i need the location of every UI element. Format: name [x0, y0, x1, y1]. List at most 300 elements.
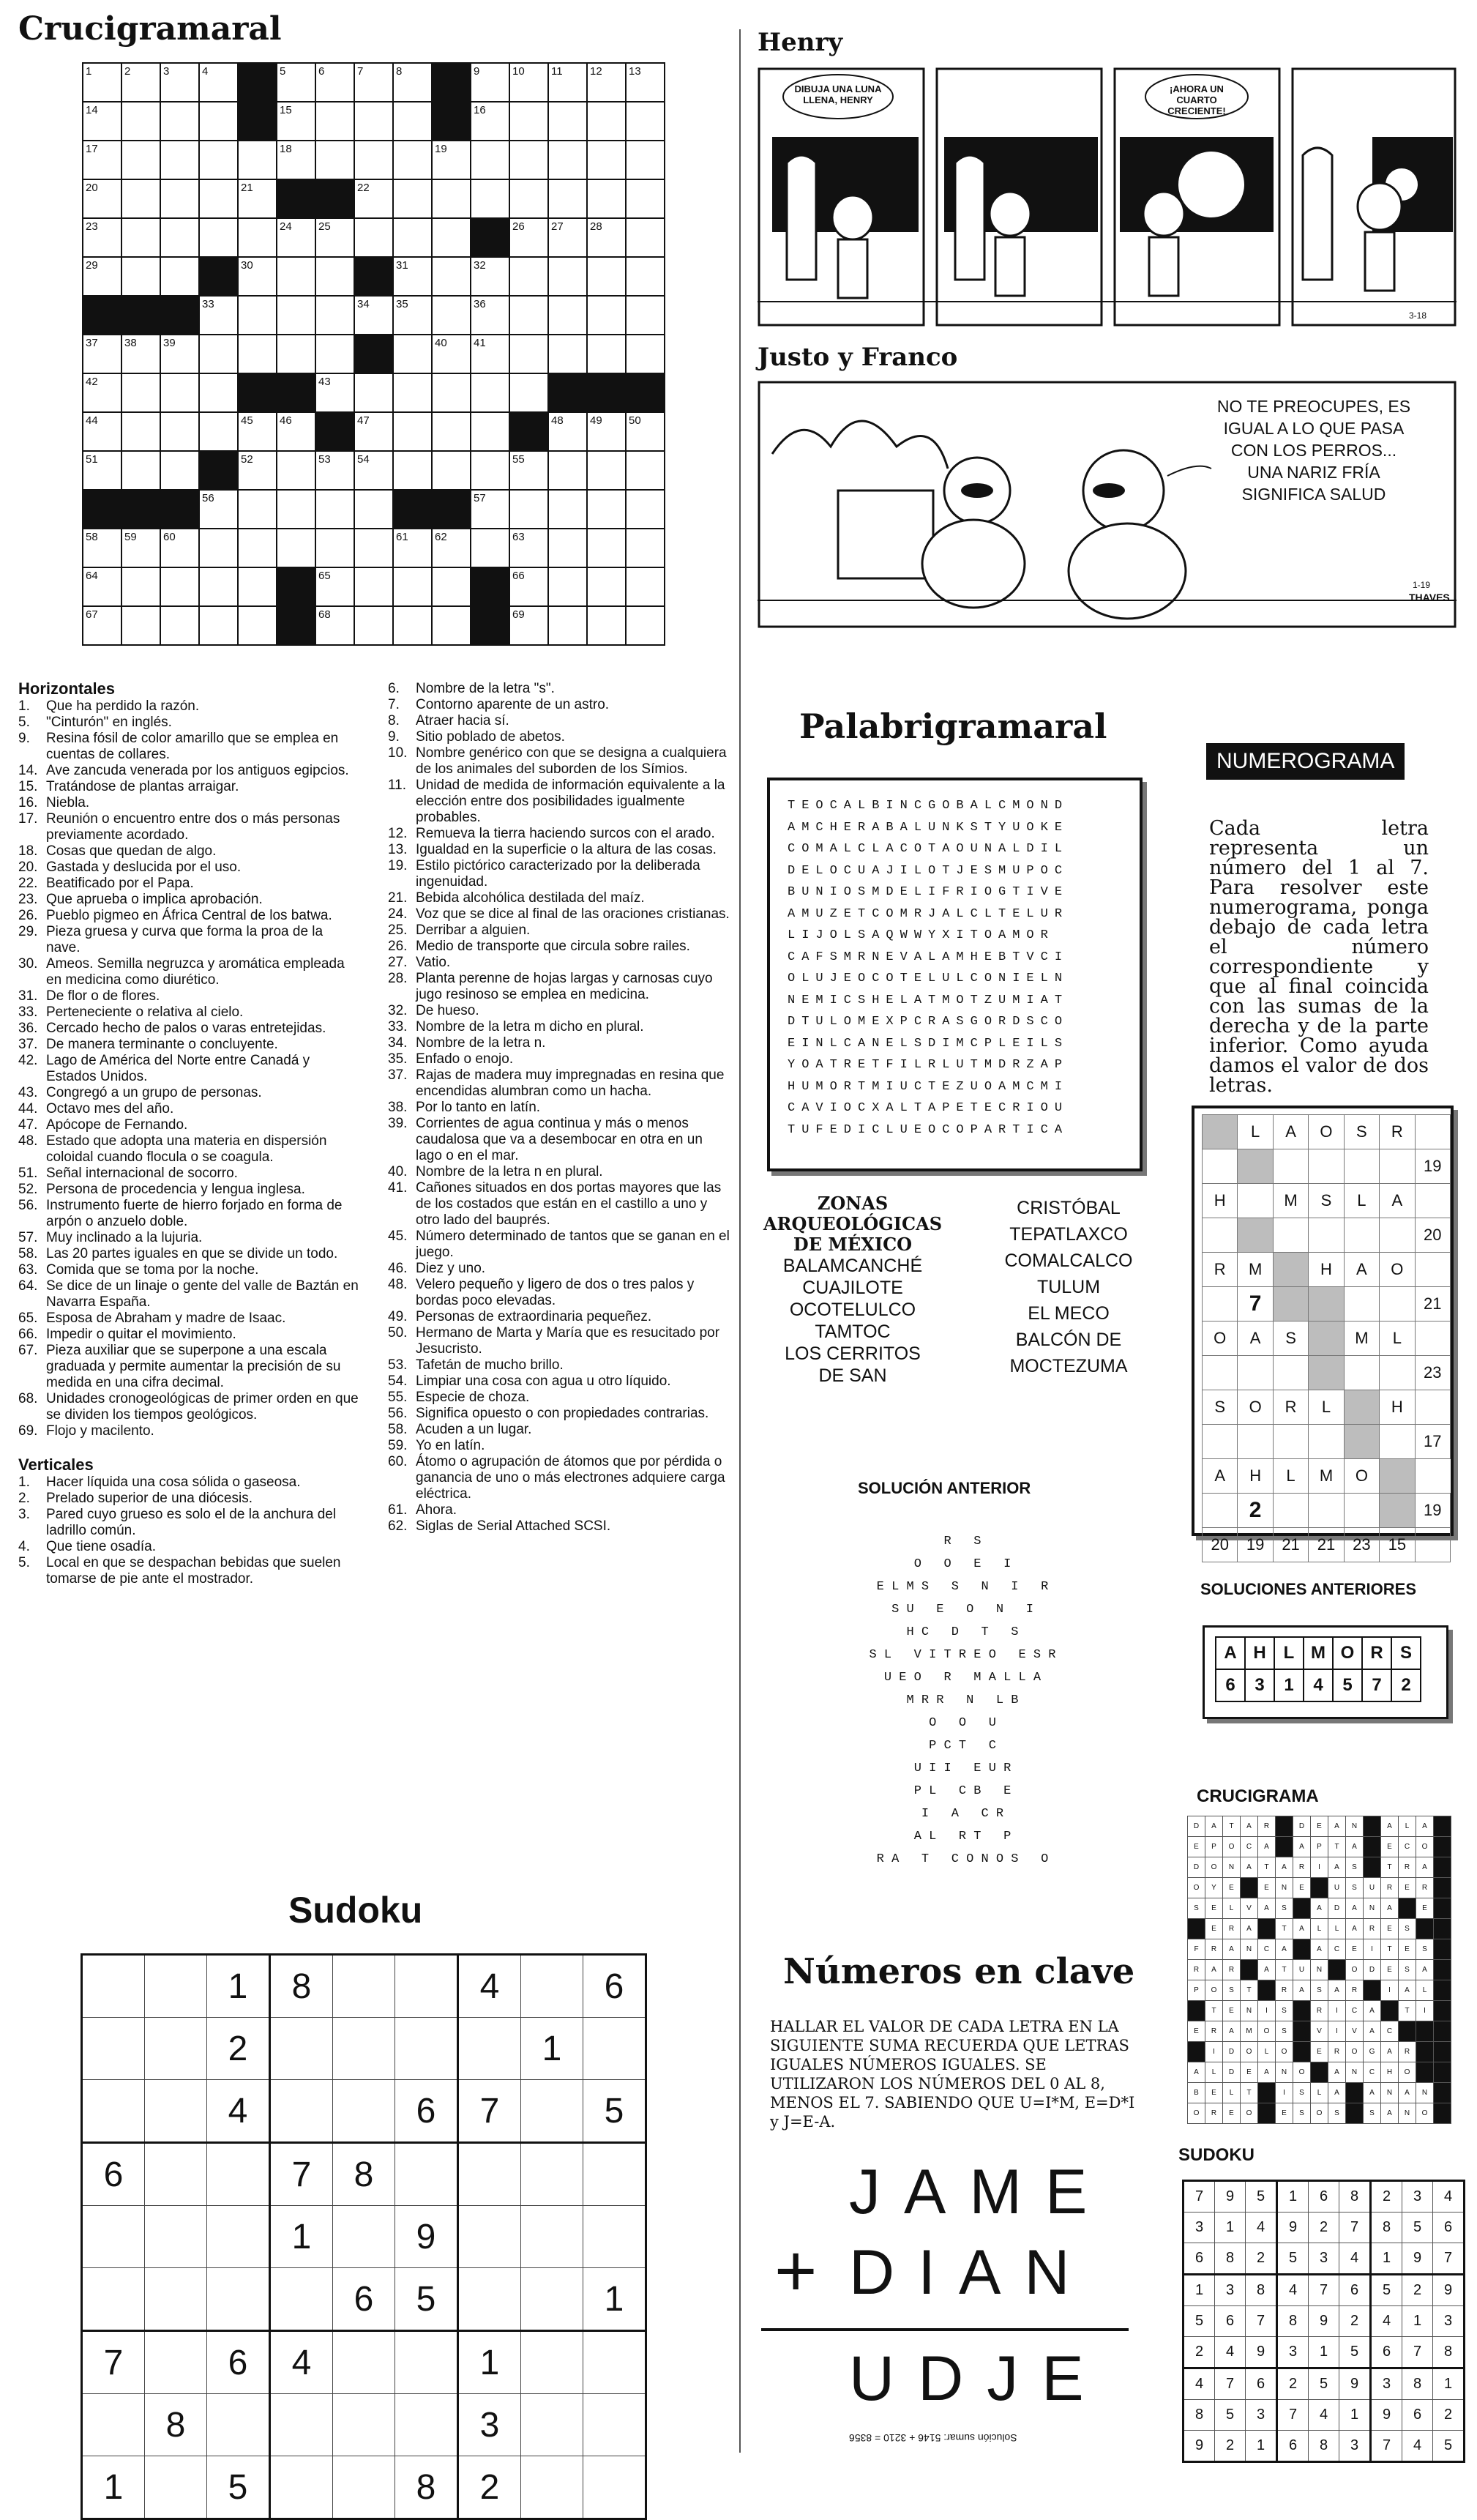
sudoku-cell: [333, 1955, 395, 2018]
sudoku-cell: [583, 2456, 646, 2519]
clue-text: Tratándose de plantas arraigar.: [46, 779, 239, 794]
crucigrama-solution-letter: A: [1334, 1863, 1339, 1871]
clue-text: Prelado superior de una diócesis.: [46, 1491, 253, 1506]
crucigrama-solution-cell: [1276, 1898, 1293, 1919]
crossword-cell-number: 21: [241, 182, 253, 194]
crucigrama-solution-letter: T: [1405, 2007, 1410, 2015]
sudoku-cell: [521, 1955, 583, 2018]
numerograma-cell: [1309, 1321, 1344, 1356]
sudoku-cell: [333, 2080, 395, 2143]
crucigrama-solution-cell: [1241, 1980, 1258, 2001]
crossword-cell-number: 17: [86, 143, 98, 155]
vertical-clues-list-a: [18, 1475, 359, 1587]
crossword-cell-number: 49: [590, 414, 602, 427]
crucigrama-solution-cell: [1276, 1837, 1293, 1857]
sudoku-cell: [521, 2394, 583, 2456]
sudoku-cell: [145, 2080, 207, 2143]
solution-line: P C T C: [929, 1739, 996, 1753]
word-search-row: BUNIOSMDELIFRIOGTIVE: [788, 885, 1069, 899]
crucigrama-solution-cell: [1276, 2042, 1293, 2062]
clue-number: 26.: [18, 908, 38, 923]
crucigrama-solution-letter: S: [1369, 2109, 1375, 2117]
crucigrama-solution-cell: [1188, 2062, 1205, 2083]
clue-number: 23.: [18, 892, 38, 907]
prev-solution-cell: L: [1274, 1637, 1304, 1669]
sudoku-cell: 4: [1402, 2431, 1433, 2462]
crucigrama-solution-cell: [1381, 1816, 1399, 1837]
sudoku-row: [1184, 2181, 1465, 2213]
plus-sign: +: [774, 2230, 818, 2312]
crucigrama-solution-cell: [1223, 1939, 1241, 1960]
clue-number: 48.: [388, 1277, 408, 1292]
crucigrama-solution-letter: L: [1229, 2089, 1234, 2097]
crucigrama-solution-cell: [1276, 2103, 1293, 2124]
sudoku-cell: 8: [1277, 2306, 1309, 2337]
sudoku-cell: 8: [1371, 2213, 1402, 2243]
crucigrama-solution-cell: [1364, 1980, 1381, 2001]
crucigrama-solution-cell: [1381, 2001, 1399, 2021]
crucigrama-solution-letter: E: [1194, 1843, 1199, 1851]
sudoku-cell: 5: [583, 2080, 646, 2143]
sudoku-cell: 7: [1433, 2243, 1465, 2275]
sudoku-cell: 3: [1215, 2275, 1246, 2306]
crossword-cell: [277, 335, 315, 373]
clue-text: Yo en latín.: [416, 1438, 485, 1453]
crossword-cell: [471, 141, 509, 179]
sudoku-cell: 4: [1246, 2213, 1277, 2243]
clue-item: [388, 1164, 732, 1180]
crossword-cell: [587, 296, 626, 335]
clue-number: 36.: [18, 1021, 38, 1036]
prev-solution-cell: A: [1216, 1637, 1245, 1669]
word-search-solution: [783, 1530, 1142, 1871]
crossword-cell: [277, 606, 315, 645]
clue-number: 46.: [388, 1261, 408, 1276]
clue-number: 41.: [388, 1180, 408, 1196]
clue-number: 55.: [388, 1390, 408, 1405]
clue-item: [388, 1035, 732, 1051]
crucigrama-solution-cell: [1241, 2021, 1258, 2042]
clue-text: Unidad de medida de información equivalente a la elección entre dos posibilidades igualmente probables.: [416, 778, 725, 825]
clue-text: Acuden a un lugar.: [416, 1422, 532, 1437]
crucigrama-solution-letter: T: [1387, 1945, 1392, 1953]
clue-text: Corrientes de agua continua y más o menos caudalosa que va a desembocar en otra en un lago o en el mar.: [416, 1116, 703, 1163]
clue-item: [388, 1116, 732, 1164]
crucigrama-solution-letter: E: [1352, 1945, 1357, 1953]
clue-text: De flor o de flores.: [46, 988, 160, 1004]
crucigrama-solution-letter: I: [1424, 2007, 1426, 2015]
crucigrama-solution-letter: A: [1264, 2068, 1269, 2076]
numerograma-cell: [1203, 1356, 1238, 1390]
word-list-right-items: [977, 1195, 1160, 1379]
word-list-item: LOS CERRITOS: [785, 1343, 921, 1364]
crucigrama-solution-cell: [1434, 1898, 1451, 1919]
numerograma-cell: [1238, 1149, 1273, 1184]
crossword-cell: [277, 257, 315, 296]
crucigrama-solution-row: [1188, 2103, 1451, 2124]
clue-text: Pieza gruesa y curva que forma la proa de la nave.: [46, 924, 324, 955]
crucigrama-solution-letter: T: [1211, 2007, 1216, 2015]
clue-item: [18, 924, 359, 956]
clue-number: 1.: [18, 698, 30, 714]
crucigrama-solution-letter: D: [1228, 2068, 1235, 2076]
crucigrama-solution-cell: [1364, 1857, 1381, 1878]
clue-number: 19.: [388, 858, 408, 873]
sudoku-cell: 4: [207, 2080, 270, 2143]
crossword-cell: [199, 335, 238, 373]
clue-text: Gastada y deslucida por el uso.: [46, 860, 242, 875]
crucigrama-solution-letter: T: [1282, 1966, 1287, 1974]
crossword-cell: [548, 567, 587, 606]
crucigrama-solution-cell: [1416, 2042, 1434, 2062]
crucigrama-solution-cell: [1434, 2042, 1451, 2062]
sudoku-cell: 1: [458, 2331, 521, 2394]
crossword-cell-number: 48: [551, 414, 564, 427]
word-list-item: MOCTEZUMA: [1009, 1356, 1128, 1376]
sudoku-cell: 9: [395, 2206, 458, 2268]
crucigrama-solution-cell: [1434, 2083, 1451, 2103]
sudoku-cell: 3: [1339, 2431, 1371, 2462]
crucigrama-solution-cell: [1293, 1980, 1311, 2001]
sudoku-cell: 8: [333, 2143, 395, 2206]
crossword-cell: [432, 335, 471, 373]
crucigrama-solution-cell: [1381, 1980, 1399, 2001]
numerograma-cell: [1415, 1115, 1450, 1149]
numerograma-cell: R: [1380, 1115, 1415, 1149]
crucigrama-solution-letter: R: [1228, 1966, 1235, 1974]
clue-number: 50.: [388, 1325, 408, 1341]
crossword-cell: [626, 102, 665, 141]
sudoku-cell: [583, 2331, 646, 2394]
numerograma-cell: [1344, 1218, 1379, 1253]
numerograma-cell: S: [1273, 1321, 1308, 1356]
clue-item: [18, 1507, 359, 1539]
clue-number: 13.: [388, 842, 408, 857]
crossword-row: [83, 567, 665, 606]
crossword-cell: [277, 412, 315, 451]
crucigrama-solution-row: [1188, 2042, 1451, 2062]
numerograma-cell: H: [1309, 1253, 1344, 1287]
crossword-cell: [432, 490, 471, 529]
numerograma-cell: H: [1380, 1390, 1415, 1425]
crucigrama-solution-letter: L: [1405, 1822, 1410, 1830]
sudoku-cell: 7: [458, 2080, 521, 2143]
sudoku-cell: 9: [1339, 2368, 1371, 2400]
word-list-item: BALCÓN DE: [1015, 1330, 1122, 1350]
crucigrama-solution-cell: [1311, 1837, 1328, 1857]
crucigrama-solution-cell: [1223, 1898, 1241, 1919]
sudoku-cell: 6: [1339, 2275, 1371, 2306]
crucigrama-solution-letter: O: [1211, 1986, 1217, 1994]
crucigrama-solution-letter: E: [1194, 2027, 1199, 2035]
clue-item: [18, 1133, 359, 1166]
crucigrama-solution-cell: [1364, 2083, 1381, 2103]
clue-item: [388, 778, 732, 826]
crossword-row: [83, 335, 665, 373]
crossword-cell-number: 29: [86, 259, 98, 272]
crossword-cell-number: 27: [551, 220, 564, 233]
clue-item: [388, 1277, 732, 1309]
crossword-row: [83, 141, 665, 179]
crucigrama-solution-letter: R: [1211, 1945, 1217, 1953]
word-list-item: CUAJILOTE: [802, 1278, 903, 1298]
crucigrama-solution-letter: S: [1194, 1904, 1199, 1912]
crossword-cell: [83, 179, 121, 218]
sudoku-cell: [145, 2331, 207, 2394]
crossword-cell-number: 40: [435, 337, 447, 349]
sudoku-cell: 1: [1433, 2368, 1465, 2400]
henry-title: Henry: [758, 28, 843, 57]
sudoku-cell: 8: [1309, 2431, 1339, 2462]
crossword-cell: [548, 218, 587, 257]
word-search-box: [767, 778, 1143, 1171]
crucigrama-solution-letter: A: [1282, 1863, 1287, 1871]
sudoku-cell: [395, 2394, 458, 2456]
numerograma-row: [1203, 1459, 1451, 1494]
numerograma-cell: [1238, 1218, 1273, 1253]
sudoku-cell: 9: [1371, 2400, 1402, 2431]
crossword-cell-number: 45: [241, 414, 253, 427]
crucigrama-solution-letter: A: [1422, 1863, 1427, 1871]
crucigrama-solution-cell: [1416, 1960, 1434, 1980]
crossword-cell: [393, 412, 432, 451]
crossword-cell: [393, 102, 432, 141]
crossword-cell: [199, 179, 238, 218]
crucigrama-solution-letter: P: [1211, 1843, 1216, 1851]
crossword-cell: [315, 412, 354, 451]
word-list-left: [761, 1193, 944, 1387]
sudoku-cell: 4: [1309, 2400, 1339, 2431]
crucigrama-solution-letter: O: [1351, 2048, 1358, 2056]
sum-rule: [761, 2328, 1129, 2331]
crucigrama-solution-letter: O: [1193, 2109, 1200, 2117]
clue-item: [388, 1373, 732, 1390]
sudoku-cell: [207, 2143, 270, 2206]
crossword-cell-number: 62: [435, 531, 447, 543]
crossword-cell-number: 30: [241, 259, 253, 272]
crucigrama-solution-cell: [1205, 2021, 1223, 2042]
crucigrama-solution-letter: T: [1282, 1925, 1287, 1933]
crucigrama-solution-cell: [1416, 2001, 1434, 2021]
crossword-cell-number: 61: [396, 531, 408, 543]
numerograma-cell: [1380, 1459, 1415, 1494]
clue-text: Beatificado por el Papa.: [46, 876, 194, 891]
crucigrama-solution-letter: A: [1299, 1986, 1304, 1994]
crossword-cell-number: 15: [280, 104, 292, 116]
crucigrama-solution-letter: R: [1369, 1925, 1375, 1933]
clue-number: 21.: [388, 890, 408, 906]
clue-text: Pieza auxiliar que se superpone a una escala graduada y permite aumentar la precisión de su medida en una cifra decimal.: [46, 1343, 341, 1390]
crucigrama-solution-cell: [1293, 1898, 1311, 1919]
crucigrama-solution-row: [1188, 2001, 1451, 2021]
crucigrama-solution-letter: D: [1369, 1966, 1375, 1974]
numerograma-row: [1203, 1494, 1451, 1528]
crucigrama-solution-cell: [1434, 2103, 1451, 2124]
crucigrama-solution-cell: [1205, 1919, 1223, 1939]
sudoku-cell: [82, 2018, 145, 2080]
clue-text: Cercado hecho de palos o varas entretejidas.: [46, 1021, 326, 1036]
numerograma-cell: [1415, 1253, 1450, 1287]
crossword-cell: [354, 606, 393, 645]
crossword-cell: [471, 412, 509, 451]
crossword-cell: [471, 257, 509, 296]
crossword-cell-number: 4: [202, 65, 209, 78]
crossword-cell: [83, 373, 121, 412]
crucigrama-solution-cell: [1258, 1816, 1276, 1837]
crossword-cell: [160, 218, 199, 257]
crossword-cell: [548, 102, 587, 141]
word-list-item: OCOTELULCO: [789, 1300, 916, 1320]
crucigrama-solution-letter: E: [1387, 1925, 1392, 1933]
crossword-cell-number: 47: [357, 414, 370, 427]
numerograma-cell: [1309, 1356, 1344, 1390]
clue-text: Igualdad en la superficie o la altura de las cosas.: [416, 842, 717, 857]
crucigrama-solution-cell: [1416, 1816, 1434, 1837]
crucigrama-solution-cell: [1364, 1919, 1381, 1939]
word-search-row: TUFEDICLUEOCOPARTICA: [788, 1122, 1069, 1137]
sudoku-cell: 5: [1215, 2400, 1246, 2431]
sudoku-cell: [82, 2394, 145, 2456]
crucigrama-solution-cell: [1399, 2042, 1416, 2062]
crucigrama-solution-cell: [1241, 2103, 1258, 2124]
crucigrama-solution-letter: E: [1211, 1904, 1216, 1912]
crucigrama-solution-letter: E: [1422, 1904, 1427, 1912]
numerograma-cell: O: [1238, 1390, 1273, 1425]
crossword-cell: [432, 296, 471, 335]
crucigrama-solution-cell: [1258, 2021, 1276, 2042]
sudoku-cell: [270, 2018, 333, 2080]
clue-text: Instrumento fuerte de hierro forjado en forma de arpón o anzuelo doble.: [46, 1198, 343, 1229]
clue-text: Rajas de madera muy impregnadas en resina que encendidas alumbran como un hacha.: [416, 1067, 725, 1099]
clue-item: [18, 1423, 359, 1439]
crossword-cell: [587, 179, 626, 218]
clue-item: [18, 1539, 359, 1555]
sudoku-cell: 9: [1402, 2243, 1433, 2275]
clue-item: [18, 1053, 359, 1085]
crossword-cell-number: 53: [318, 453, 331, 466]
clue-item: [18, 1182, 359, 1198]
solution-line: U E O R M A L L A: [883, 1671, 1042, 1685]
numerograma-cell: 23: [1415, 1356, 1450, 1390]
word-list-item: COMALCALCO: [1004, 1250, 1133, 1271]
solution-line: E L M S S N I R: [876, 1580, 1049, 1594]
clue-number: 52.: [18, 1182, 38, 1197]
sudoku-row: [82, 2018, 646, 2080]
word-list-item: DE SAN: [818, 1365, 887, 1386]
crucigrama-solution-letter: S: [1405, 1966, 1410, 1974]
sudoku-cell: 7: [270, 2143, 333, 2206]
clue-number: 68.: [18, 1391, 38, 1406]
crucigrama-solution-letter: C: [1404, 1843, 1410, 1851]
crucigrama-solution-cell: [1416, 1939, 1434, 1960]
crucigrama-solution-cell: [1293, 1919, 1311, 1939]
sudoku-cell: [82, 2080, 145, 2143]
crossword-cell: [277, 179, 315, 218]
numerograma-row: [1203, 1287, 1451, 1321]
crucigrama-solution-cell: [1346, 2103, 1364, 2124]
sudoku-cell: 1: [1402, 2306, 1433, 2337]
clue-text: Limpiar una cosa con agua u otro líquido.: [416, 1373, 671, 1389]
numerograma-cell: [1203, 1218, 1238, 1253]
crucigrama-solution-letter: A: [1387, 2109, 1392, 2117]
crucigrama-solution-cell: [1399, 2021, 1416, 2042]
crucigrama-solution-letter: V: [1317, 2027, 1322, 2035]
clue-text: Perteneciente o relativa al cielo.: [46, 1004, 244, 1020]
crossword-cell: [587, 529, 626, 567]
crucigrama-solution-cell: [1258, 1960, 1276, 1980]
verticales-heading: Verticales: [18, 1455, 94, 1474]
crucigrama-solution-cell: [1223, 2042, 1241, 2062]
crucigrama-solution-letter: P: [1317, 1843, 1322, 1851]
crossword-cell: [199, 490, 238, 529]
crucigrama-solution-letter: N: [1316, 1966, 1323, 1974]
clue-number: 26.: [388, 939, 408, 954]
crucigrama-solution-cell: [1205, 2062, 1223, 2083]
clue-number: 42.: [18, 1053, 38, 1068]
crucigrama-solution-letter: T: [1334, 1843, 1339, 1851]
clue-text: Sitio poblado de abetos.: [416, 729, 565, 745]
crucigrama-solution-cell: [1276, 2083, 1293, 2103]
crucigrama-solution-row: [1188, 2062, 1451, 2083]
prev-solution-cell: 2: [1391, 1669, 1421, 1701]
word-search-row: AMCHERABALUNKSTYUOKE: [788, 820, 1069, 835]
crucigrama-solution-letter: L: [1317, 2089, 1322, 2097]
crossword-cell: [548, 373, 587, 412]
clue-text: Unidades cronogeológicas de primer orden en que se dividen los tiempos geológicos.: [46, 1391, 359, 1423]
sudoku-cell: 2: [1402, 2275, 1433, 2306]
clue-item: [18, 1004, 359, 1021]
crucigrama-solution-cell: [1276, 2001, 1293, 2021]
crucigrama-solution-cell: [1293, 2083, 1311, 2103]
clue-number: 34.: [388, 1035, 408, 1051]
crucigrama-solution-letter: A: [1369, 2027, 1375, 2035]
clue-number: 9.: [388, 729, 400, 745]
sudoku-cell: [458, 2143, 521, 2206]
crucigrama-solution-letter: I: [1213, 2048, 1215, 2056]
crossword-cell: [199, 529, 238, 567]
numerograma-cell: [1238, 1184, 1273, 1218]
numerograma-cell: [1415, 1184, 1450, 1218]
clue-text: Persona de procedencia y lengua inglesa.: [46, 1182, 305, 1197]
crucigrama-solution-cell: [1205, 1816, 1223, 1837]
crucigrama-solution-cell: [1293, 2021, 1311, 2042]
crossword-cell: [121, 218, 160, 257]
crossword-cell: [199, 567, 238, 606]
crucigrama-solution-letter: N: [1246, 2007, 1252, 2015]
sudoku-cell: [583, 2018, 646, 2080]
crucigrama-solution-cell: [1346, 1939, 1364, 1960]
crucigrama-solution-cell: [1399, 1919, 1416, 1939]
crucigrama-solution-cell: [1364, 2021, 1381, 2042]
crucigrama-solution-letter: S: [1352, 1884, 1357, 1892]
crucigrama-solution-cell: [1311, 2021, 1328, 2042]
crucigrama-solution-cell: [1223, 2021, 1241, 2042]
sudoku-cell: 6: [395, 2080, 458, 2143]
clue-number: 5.: [18, 715, 30, 730]
clue-number: 8.: [388, 713, 400, 728]
clue-item: [388, 858, 732, 890]
clue-item: [18, 1037, 359, 1053]
clue-number: 66.: [18, 1327, 38, 1342]
crossword-row: [83, 257, 665, 296]
crossword-cell-number: 32: [474, 259, 486, 272]
crucigrama-solution-letter: A: [1282, 1945, 1287, 1953]
numerograma-cell: S: [1309, 1184, 1344, 1218]
clue-text: Velero pequeño y ligero de dos o tres palos y bordas poco elevadas.: [416, 1277, 695, 1308]
clue-item: [18, 715, 359, 731]
crucigrama-solution-letter: L: [1334, 1925, 1339, 1933]
sudoku-cell: 7: [1402, 2337, 1433, 2368]
